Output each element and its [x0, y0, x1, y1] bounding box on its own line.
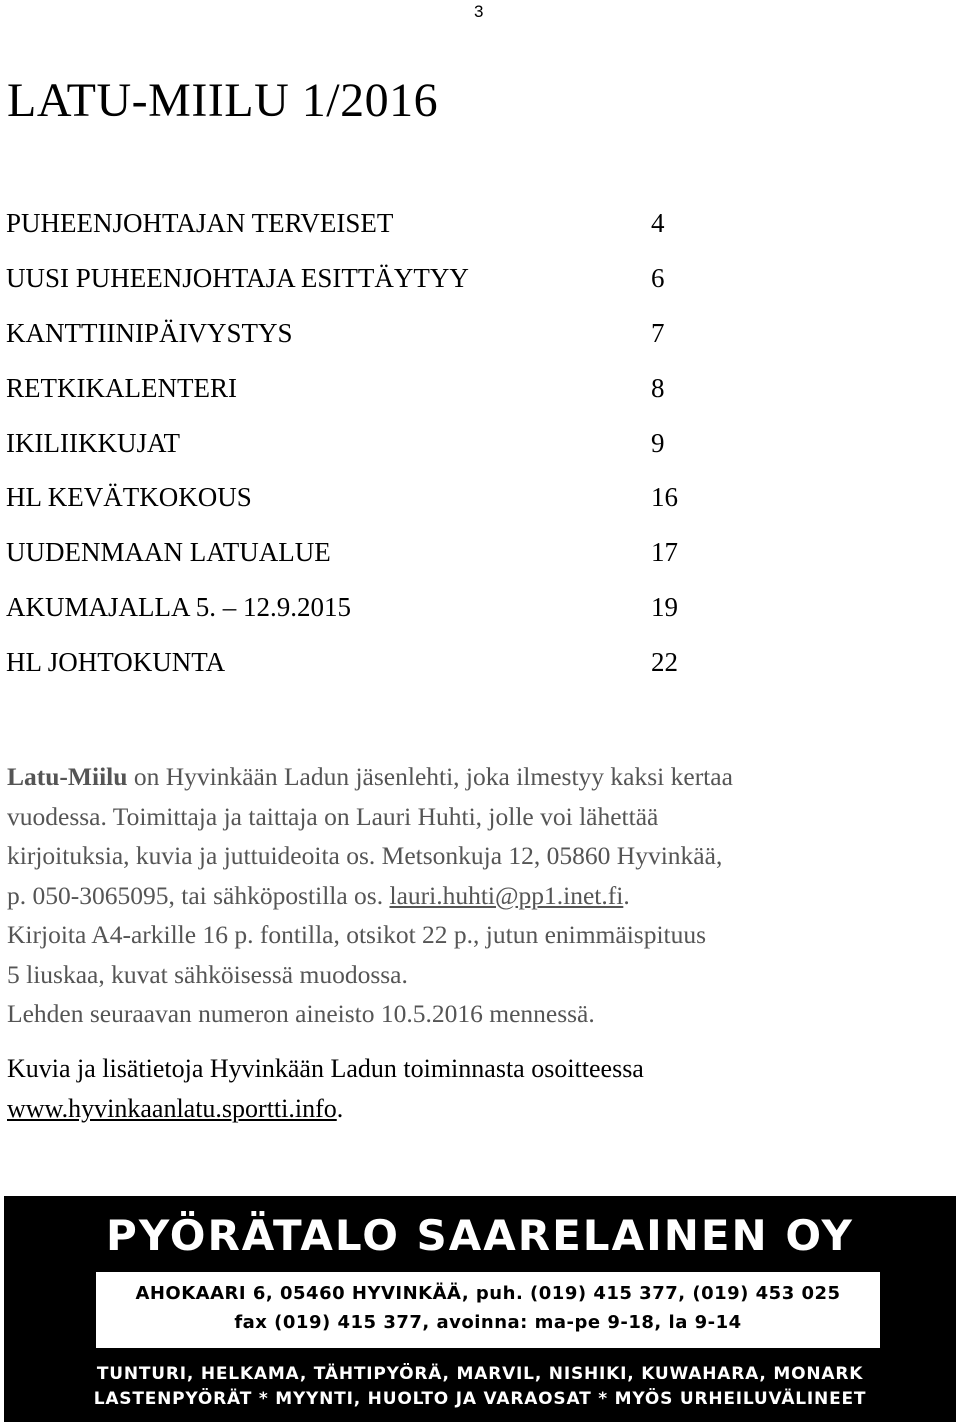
toc-entry-title: RETKIKALENTERI	[6, 372, 237, 403]
info-text: p. 050-3065095, tai sähköpostilla os.	[7, 880, 390, 910]
advertisement	[4, 1196, 956, 1422]
toc-entry-page: 8	[651, 372, 665, 403]
magazine-name: Latu-Miilu	[7, 762, 128, 791]
info-line	[7, 757, 947, 797]
website-suffix: .	[336, 1093, 344, 1123]
page-number: 3	[474, 2, 484, 21]
info-line: kirjoituksia, kuvia ja juttuideoita os. Metsonkuja 12, 05860 Hyvinkää,	[7, 841, 723, 870]
info-line: Kirjoita A4-arkille 16 p. fontilla, otsikot 22 p., jutun enimmäispituus	[7, 920, 707, 949]
toc-entry-title: AKUMAJALLA 5. – 12.9.2015	[6, 592, 352, 623]
toc-entry-title: UUDENMAAN LATUALUE	[6, 537, 331, 568]
toc-entry-title: HL JOHTOKUNTA	[6, 647, 226, 678]
ad-brands: TUNTURI, HELKAMA, TÄHTIPYÖRÄ, MARVIL, NISHIKI, KUWAHARA, MONARK	[96, 1364, 864, 1384]
ad-address: AHOKAARI 6, 05460 HYVINKÄÄ, puh. (019) 415 377, (019) 453 025	[135, 1283, 841, 1304]
toc-entry-title: UUSI PUHEENJOHTAJA ESITTÄYTYY	[6, 262, 469, 293]
ad-services: LASTENPYÖRÄT * MYYNTI, HUOLTO JA VARAOSAT * MYÖS URHEILUVÄLINEET	[93, 1389, 867, 1409]
toc-entry-page: 6	[651, 262, 665, 293]
toc-entry-page: 22	[651, 647, 678, 678]
toc-row	[6, 310, 706, 365]
info-text: on Hyvinkään Ladun jäsenlehti, joka ilmestyy kaksi kertaa	[127, 762, 733, 791]
toc-entry-title: KANTTIINIPÄIVYSTYS	[6, 317, 293, 348]
email-link[interactable]: lauri.huhti@pp1.inet.fi	[389, 880, 624, 910]
toc-entry-page: 17	[651, 537, 678, 568]
info-line: Lehden seuraavan numeron aineisto 10.5.2016 mennessä.	[7, 999, 595, 1028]
more-info-line: Kuvia ja lisätietoja Hyvinkään Ladun toiminnasta osoitteessa	[7, 1054, 644, 1083]
toc-entry-title: IKILIIKKUJAT	[6, 427, 180, 458]
toc-entry-page: 9	[651, 427, 665, 458]
toc-entry-title: PUHEENJOHTAJAN TERVEISET	[6, 208, 394, 238]
toc-entry-page: 16	[651, 482, 678, 513]
ad-fax-hours: fax (019) 415 377, avoinna: ma-pe 9-18, la 9-14	[234, 1312, 742, 1333]
toc-entry-page: 19	[651, 592, 678, 623]
toc-entry-page: 7	[651, 317, 665, 348]
info-text: .	[623, 880, 630, 910]
toc-row	[6, 529, 706, 584]
ad-company-name: PYÖRÄTALO SAARELAINEN OY	[106, 1211, 854, 1260]
table-of-contents	[6, 200, 706, 694]
more-info-line	[7, 1089, 947, 1129]
toc-entry-page: 4	[651, 208, 665, 238]
info-line	[7, 876, 947, 916]
toc-row	[6, 365, 706, 420]
magazine-info	[7, 757, 947, 1034]
more-info	[7, 1049, 947, 1128]
toc-row	[6, 639, 706, 694]
toc-row	[6, 584, 706, 639]
ad-contact-box	[96, 1272, 880, 1348]
toc-row	[6, 474, 706, 529]
toc-row	[6, 200, 706, 255]
info-line: 5 liuskaa, kuvat sähköisessä muodossa.	[7, 959, 408, 989]
toc-row	[6, 255, 706, 310]
toc-row	[6, 420, 706, 475]
website-link[interactable]: www.hyvinkaanlatu.sportti.info	[7, 1093, 337, 1123]
info-line: vuodessa. Toimittaja ja taittaja on Lauri Huhti, jolle voi lähettää	[7, 801, 659, 831]
page-title: LATU-MIILU 1/2016	[7, 74, 439, 127]
toc-entry-title: HL KEVÄTKOKOUS	[6, 482, 252, 513]
